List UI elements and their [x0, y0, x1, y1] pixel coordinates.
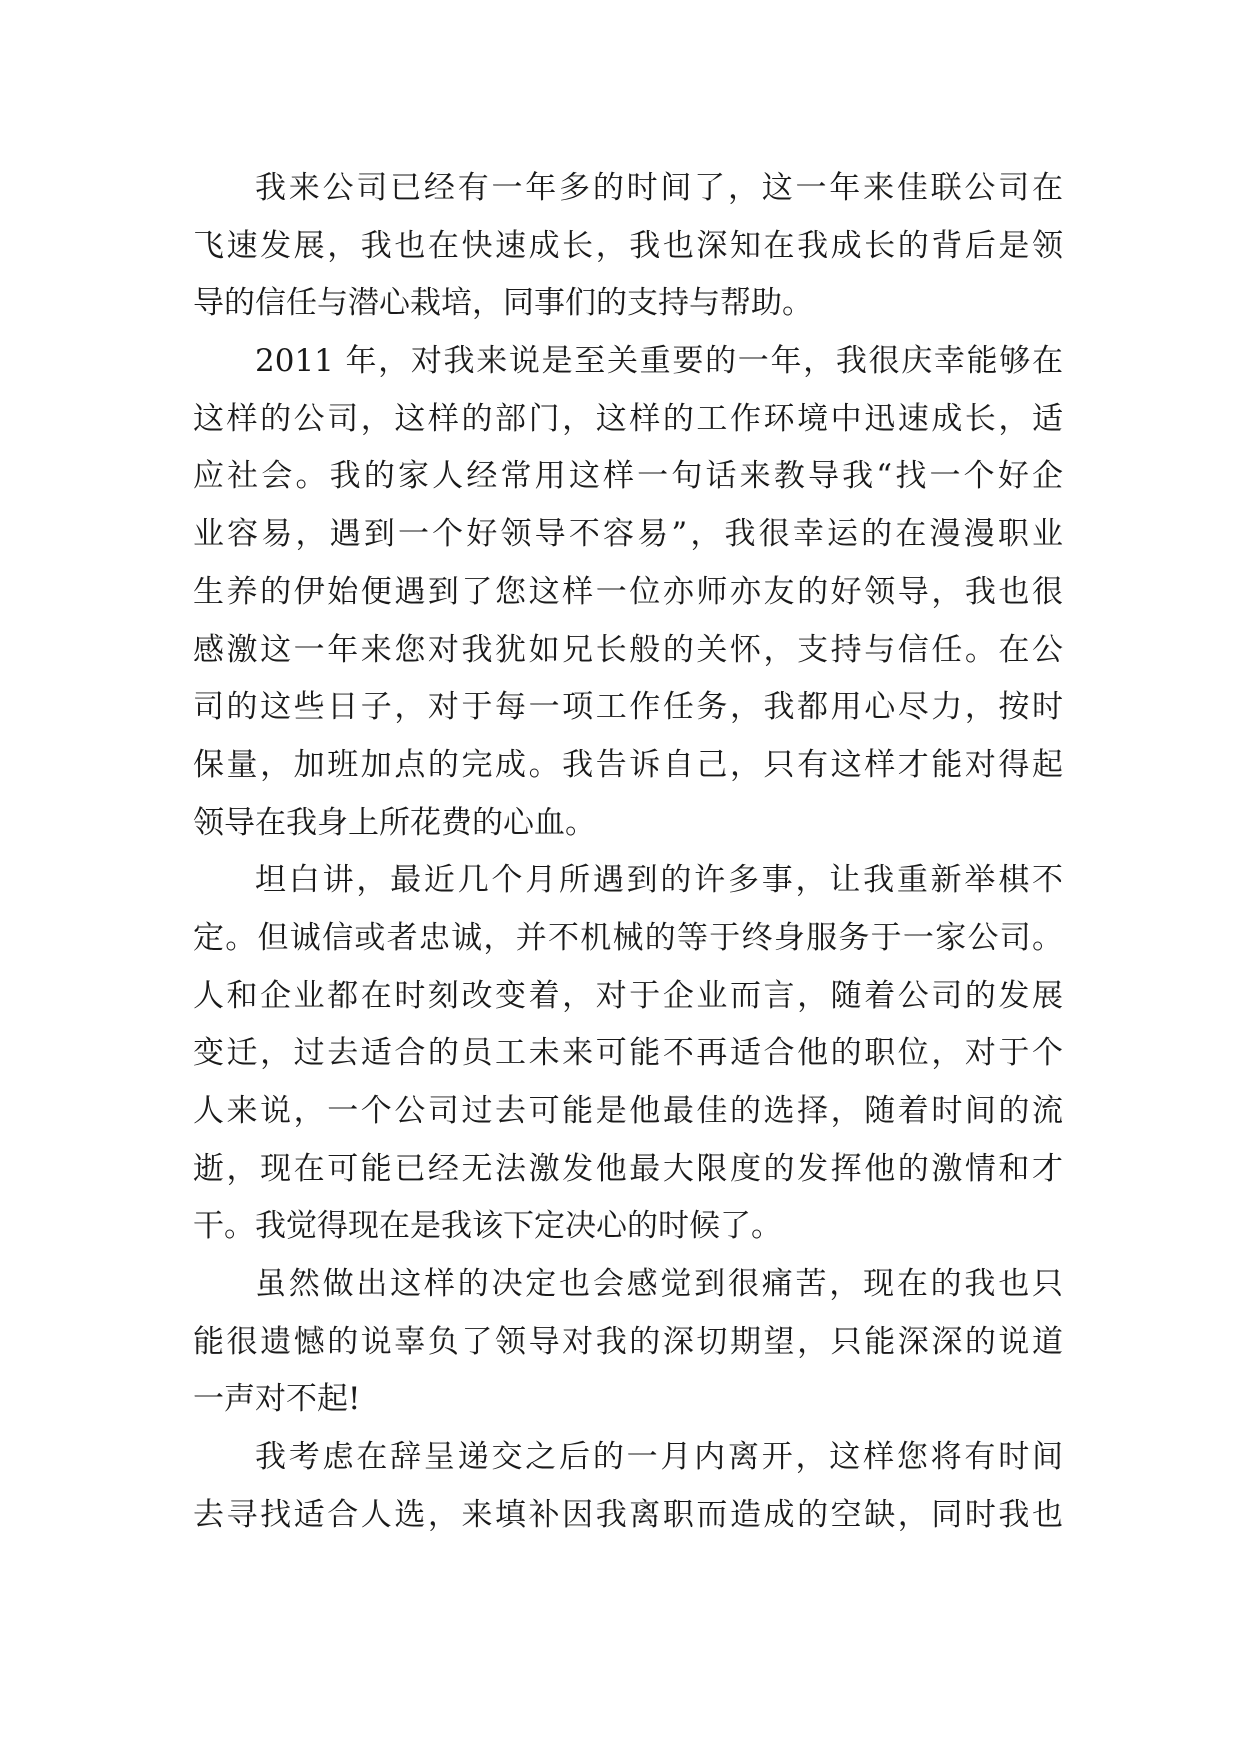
paragraph-3-line-1: 坦白讲，最近几个月所遇到的许多事，让我重新举棋不	[255, 862, 1063, 899]
paragraph-2-line-3: 应社会。我的家人经常用这样一句话来教导我“找一个好企	[193, 458, 1063, 495]
paragraph-1-line-3: 导的信任与潜心栽培，同事们的支持与帮助。	[193, 285, 813, 322]
paragraph-2-line-5: 生养的伊始便遇到了您这样一位亦师亦友的好领导，我也很	[193, 573, 1063, 610]
paragraph-1-line-1: 我来公司已经有一年多的时间了，这一年来佳联公司在	[255, 170, 1063, 206]
paragraph-2-line-4: 业容易，遇到一个好领导不容易”，我很幸运的在漫漫职业	[193, 516, 1063, 553]
paragraph-2-line-1: 2011 年，对我来说是至关重要的一年，我很庆幸能够在	[255, 343, 1063, 380]
paragraph-2-line-6: 感激这一年来您对我犹如兄长般的关怀，支持与信任。在公	[193, 631, 1063, 668]
paragraph-4-line-3: 一声对不起!	[193, 1381, 361, 1418]
paragraph-4-line-1: 虽然做出这样的决定也会感觉到很痛苦，现在的我也只	[255, 1266, 1063, 1303]
paragraph-4-line-2: 能很遗憾的说辜负了领导对我的深切期望，只能深深的说道	[193, 1323, 1063, 1360]
paragraph-5-line-1: 我考虑在辞呈递交之后的一月内离开，这样您将有时间	[255, 1439, 1063, 1476]
paragraph-3-line-6: 逝，现在可能已经无法激发他最大限度的发挥他的激情和才	[193, 1150, 1063, 1187]
paragraph-3-line-2: 定。但诚信或者忠诚，并不机械的等于终身服务于一家公司。	[193, 919, 1063, 956]
paragraph-3-line-5: 人来说，一个公司过去可能是他最佳的选择，随着时间的流	[193, 1093, 1063, 1129]
paragraph-2-line-7: 司的这些日子，对于每一项工作任务，我都用心尽力，按时	[193, 689, 1063, 726]
paragraph-2-line-9: 领导在我身上所花费的心血。	[193, 804, 596, 841]
paragraph-2-line-8: 保量，加班加点的完成。我告诉自己，只有这样才能对得起	[193, 746, 1063, 783]
document-body	[193, 160, 1063, 1545]
paragraph-3-line-4: 变迁，过去适合的员工未来可能不再适合他的职位，对于个	[193, 1035, 1063, 1072]
paragraph-1-line-2: 飞速发展，我也在快速成长，我也深知在我成长的背后是领	[193, 227, 1063, 264]
paragraph-2-line-2: 这样的公司，这样的部门，这样的工作环境中迅速成长，适	[193, 400, 1063, 437]
paragraph-5-line-2: 去寻找适合人选，来填补因我离职而造成的空缺，同时我也	[193, 1496, 1063, 1533]
paragraph-3-line-7: 干。我觉得现在是我该下定决心的时候了。	[193, 1208, 782, 1245]
paragraph-3-line-3: 人和企业都在时刻改变着，对于企业而言，随着公司的发展	[193, 977, 1063, 1014]
